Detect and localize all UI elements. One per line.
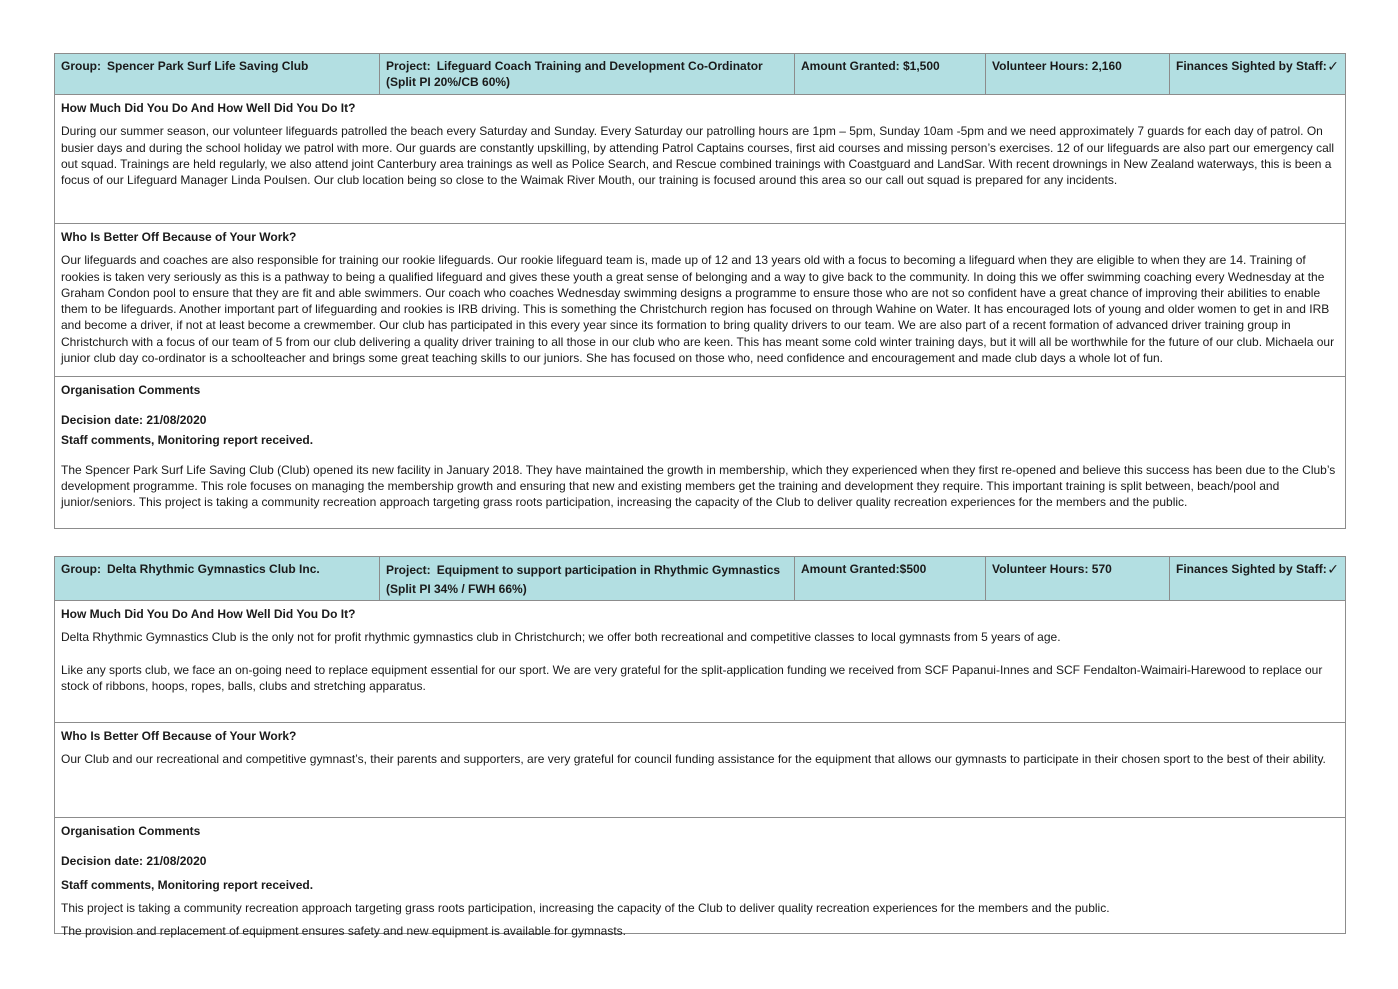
section-paragraph: Our lifeguards and coaches are also responsible for training our rookie lifeguards. Our rookie lifeguard team is, made up of 12 and 13 years old with a focus to becoming a lifeguard when they are eligible to when they are 14. Training of rookies is taken very seriously as this is a pathway to being a qualified lifeguard and gives these youth a great sense of belonging and a way to give back to the community. In doing this we offer swimming coaching every Wednesday at the Graham Condon pool to ensure that they are fit and able swimmers. Our coach who coaches Wednesday swimming designs a programme to ensure those who are not so confident have a great chance of improving their abilities to enable them to be lifeguards. Another important part of lifeguarding and rookies is IRB driving. This is something the Christchurch region has focused on through Wahine on Water. It has encouraged lots of young and older women to get in and IRB and become a driver, if not at least become a crewmember. Our club has participated in this every year since its formation to bring quality drivers to our team. We are also part of a recent formation of advanced driver training group in Christchurch with a focus of our team of 5 from our club delivering a quality driver training to all those in our club who are keen. This has meant some cold winter training days, but it will all be worthwhile for the future of our club. Michaela our junior club day co-ordinator is a schoolteacher and brings some great teaching skills to our juniors. She has focused on those who, need confidence and encouragement and made club days a whole lot of fun. <box>61 253 1335 366</box>
section-heading: How Much Did You Do And How Well Did You Do It? <box>61 101 356 115</box>
comments-paragraph: This project is taking a community recreation approach targeting grass roots participation, increasing the capacity of the Club to deliver quality recreation experiences for the members and the public. <box>61 900 1110 915</box>
section-heading: Who Is Better Off Because of Your Work? <box>61 729 297 743</box>
group-name: Spencer Park Surf Life Saving Club <box>107 59 309 73</box>
decision-date: Decision date: 21/08/2020 <box>61 413 207 428</box>
section-paragraph: Like any sports club, we face an on-going need to replace equipment essential for our sport. We are very grateful for the split-application funding we received from SCF Papanui-Innes and SCF Fendalton-Waimairi-Harewood to replace our stock of ribbons, hoops, ropes, balls, clubs and stretching apparatus. <box>61 662 1323 693</box>
project-split: (Split PI 20%/CB 60%) <box>386 75 511 90</box>
staff-comments-label: Staff comments, Monitoring report received. <box>61 432 314 447</box>
group-cell <box>55 54 380 94</box>
group-label: Group: <box>61 59 101 73</box>
grant-report-block-2 <box>54 556 1346 939</box>
organisation-comments-section <box>55 382 1345 511</box>
project-name: Equipment to support participation in Rhythmic Gymnastics <box>436 563 781 577</box>
group-cell <box>55 557 380 600</box>
group-label: Group: <box>61 562 101 576</box>
finances-cell <box>1170 557 1345 600</box>
how-much-section <box>55 606 1345 723</box>
section-heading: Organisation Comments <box>61 383 201 397</box>
grant-report-block-1 <box>54 53 1346 529</box>
amount-granted: Amount Granted: $1,500 <box>795 54 986 94</box>
project-cell <box>380 557 795 600</box>
section-heading: Organisation Comments <box>61 824 201 838</box>
who-better-off-section <box>55 229 1345 377</box>
comments-paragraph: The Spencer Park Surf Life Saving Club (Club) opened its new facility in January 2018. They have maintained the growth in membership, which they experienced when they first re-opened and believe this success has been due to the Club’s development programme. This role focuses on managing the membership growth and ensuring that new and existing members get the training and development they require. This important training is split between, beach/pool and junior/seniors. This project is taking a community recreation approach targeting grass roots participation, increasing the capacity of the Club to deliver quality recreation experiences for the members and the public. <box>61 462 1336 510</box>
group-name: Delta Rhythmic Gymnastics Club Inc. <box>107 562 320 576</box>
organisation-comments-section <box>55 823 1345 939</box>
finances-label: Finances Sighted by Staff: <box>1176 59 1327 73</box>
section-paragraph: Our Club and our recreational and competitive gymnast’s, their parents and supporters, are very grateful for council funding assistance for the equipment that allows our gymnasts to participate in their chosen sport to the best of their ability. <box>61 752 1326 767</box>
checkmark-icon: ✓ <box>1327 561 1339 577</box>
block-header <box>55 557 1345 601</box>
amount-granted: Amount Granted:$500 <box>795 557 986 600</box>
finances-cell <box>1170 54 1345 94</box>
volunteer-hours: Volunteer Hours: 2,160 <box>986 54 1170 94</box>
project-split: (Split PI 34% / FWH 66%) <box>386 582 527 596</box>
decision-date: Decision date: 21/08/2020 <box>61 854 207 869</box>
staff-comments-label: Staff comments, Monitoring report received. <box>61 877 314 892</box>
comments-paragraph: The provision and replacement of equipment ensures safety and new equipment is available for gymnasts. <box>61 924 626 939</box>
finances-label: Finances Sighted by Staff: <box>1176 562 1327 576</box>
volunteer-hours: Volunteer Hours: 570 <box>986 557 1170 600</box>
block-header <box>55 54 1345 95</box>
checkmark-icon: ✓ <box>1327 58 1339 74</box>
project-cell <box>380 54 795 94</box>
project-name: Lifeguard Coach Training and Development Co-Ordinator <box>436 59 763 73</box>
project-label: Project: <box>386 563 431 577</box>
who-better-off-section <box>55 728 1345 818</box>
section-heading: How Much Did You Do And How Well Did You Do It? <box>61 607 356 621</box>
section-paragraph: During our summer season, our volunteer lifeguards patrolled the beach every Saturday and Sunday. Every Saturday our patrolling hours are 1pm – 5pm, Sunday 10am -5pm and we need approximately 7 guards for each day of patrol. On busier days and during the school holiday we patrol with more. Our guards are constantly upskilling, by attending Patrol Captains courses, first aid courses and missing person’s exercises. 12 of our lifeguards are also part our emergency call out squad. Trainings are held regularly, we also attend joint Canterbury area trainings as well as Police Search, and Rescue combined trainings with Coastguard and LandSar. With recent drownings in New Zealand waterways, this is been a focus of our Lifeguard Manager Linda Poulsen. Our club location being so close to the Waimak River Mouth, our training is focused around this area so our call out squad is prepared for any incidents. <box>61 124 1335 188</box>
section-heading: Who Is Better Off Because of Your Work? <box>61 230 297 244</box>
project-label: Project: <box>386 59 431 73</box>
section-paragraph: Delta Rhythmic Gymnastics Club is the only not for profit rhythmic gymnastics club in Christchurch; we offer both recreational and competitive classes to local gymnasts from 5 years of age. <box>61 630 1061 645</box>
how-much-section <box>55 100 1345 224</box>
